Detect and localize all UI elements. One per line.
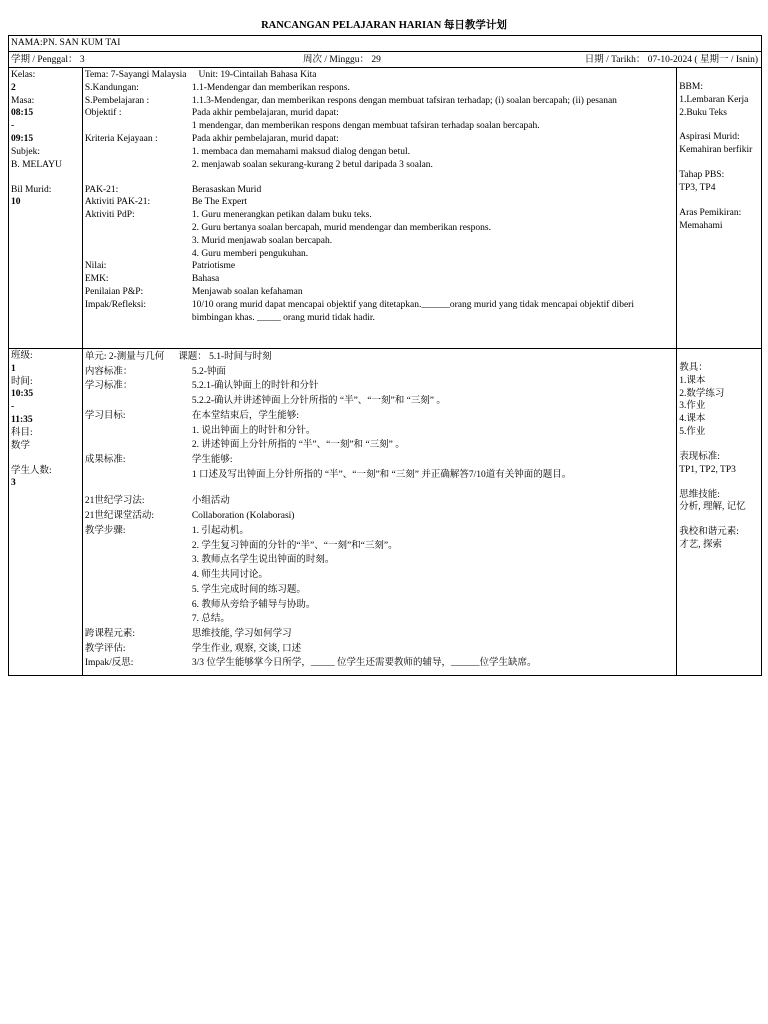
field-label: 跨课程元素: — [84, 628, 135, 639]
field-label: Aktiviti PdP: — [84, 210, 135, 221]
week-label: 周次 / Minggu： 29 — [303, 55, 381, 65]
class-value: 2 — [11, 82, 16, 93]
resource-item: 才艺, 探索 — [679, 539, 722, 550]
time-end: 09:15 — [11, 134, 34, 145]
resource-item: 3.作业 — [679, 401, 706, 412]
field-row — [85, 146, 674, 159]
field-value: 2. menjawab soalan sekurang-kurang 2 betul daripada 3 soalan. — [191, 159, 433, 170]
resource-block — [679, 362, 759, 439]
field-value: 5.2-钟面 — [191, 366, 226, 377]
field-value: 7. 总结。 — [191, 614, 230, 625]
field-value: 1.1.3-Mendengar, dan memberikan respons dengan membuat tafsiran terhadap; (i) soalan bercapah; (ii) pesanan — [191, 95, 617, 106]
field-value: Collaboration (Kolaborasi) — [191, 511, 295, 522]
field-row — [85, 120, 674, 133]
field-value: Patriotisme — [191, 261, 236, 272]
date-label: 日期 / Tarikh： 07-10-2024 ( 星期一 / Isnin) — [584, 55, 758, 65]
field-row — [85, 235, 674, 248]
lesson-details — [83, 349, 677, 675]
header-block — [8, 35, 762, 67]
resource-heading: BBM: — [679, 82, 703, 92]
field-row — [85, 184, 674, 197]
field-row — [85, 196, 674, 209]
field-value: 4. 师生共同讨论。 — [191, 570, 268, 581]
class-info — [9, 349, 83, 675]
field-row — [85, 453, 674, 468]
field-value: 2. 讲述钟面上分针所指的 “半”、“一刻”和 “三刻” 。 — [191, 440, 405, 451]
field-value: 学生能够: — [191, 455, 233, 466]
resource-block — [679, 526, 759, 552]
field-row — [85, 656, 674, 671]
field-label: 21世纪学习法: — [84, 496, 145, 507]
field-label — [85, 468, 192, 483]
time-start: 08:15 — [11, 108, 34, 119]
lesson-plan-table — [8, 35, 762, 676]
resource-item: 5.作业 — [679, 427, 706, 438]
field-row — [85, 394, 674, 409]
field-value: 5.2.2-确认并讲述钟面上分针所指的 “半”、“一刻”和 “三刻” 。 — [191, 396, 446, 407]
field-value: Pada akhir pembelajaran, murid dapat: — [191, 134, 339, 145]
class-label: Kelas: — [11, 70, 36, 80]
resource-item: TP3, TP4 — [679, 182, 716, 193]
field-label — [85, 146, 192, 159]
field-label: Impak/反思: — [84, 658, 134, 669]
field-value: 2. 学生复习钟面的分针的“半”、“一刻”和“三刻”。 — [191, 540, 398, 551]
field-row — [85, 494, 674, 509]
field-value: Pada akhir pembelajaran, murid dapat: — [191, 108, 339, 119]
field-value: 2. Guru bertanya soalan bercapah, murid mendengar dan memberikan respons. — [191, 222, 491, 233]
time-dash: - — [11, 121, 15, 132]
field-row — [85, 524, 674, 539]
student-count-value: 10 — [11, 197, 21, 208]
field-label — [85, 394, 192, 409]
field-value: 3/3 位学生能够掌今日所学，_____ 位学生还需要教师的辅导，______位学生缺席。 — [191, 658, 537, 669]
resource-block — [679, 169, 759, 195]
theme-row — [85, 69, 674, 82]
field-label: 教学评估: — [84, 643, 126, 654]
class-label: 班级: — [11, 351, 33, 361]
resource-heading: 我校和谐元素: — [679, 527, 739, 538]
field-value: 1. 引起动机。 — [191, 525, 249, 536]
field-row — [85, 612, 674, 627]
resource-item: 1.Lembaran Kerja — [679, 94, 749, 105]
field-row — [85, 299, 674, 325]
field-row — [85, 424, 674, 439]
student-count-value: 3 — [11, 478, 16, 489]
field-value: 学生作业, 观察, 交谈, 口述 — [191, 643, 302, 654]
resource-item: 1.课本 — [679, 375, 706, 386]
field-label — [85, 424, 192, 439]
lesson-details — [83, 68, 677, 348]
class-info — [9, 68, 83, 348]
field-label — [85, 222, 192, 235]
field-value: 1. membaca dan memahami maksud dialog dengan betul. — [191, 146, 410, 157]
field-label — [85, 568, 192, 583]
class-value: 1 — [11, 363, 16, 374]
field-row — [85, 583, 674, 598]
field-label: 学习目标: — [84, 410, 126, 421]
resources-column — [677, 349, 761, 675]
field-label: Nilai: — [84, 261, 107, 272]
field-value: 思维技能, 学习如何学习 — [191, 628, 292, 639]
field-row — [85, 159, 674, 172]
field-row — [85, 260, 674, 273]
field-label — [85, 612, 192, 627]
unit-text: Unit: 19-Cintailah Bahasa Kita — [198, 70, 317, 80]
teacher-name: NAMA:PN. SAN KUM TAI — [11, 38, 121, 48]
student-count-label: Bil Murid: — [11, 184, 52, 195]
field-label: Impak/Refleksi: — [84, 299, 147, 310]
resource-block — [679, 451, 759, 477]
field-label — [85, 553, 192, 568]
lesson-section-bm — [8, 67, 762, 349]
field-value: 3. 教师点名学生说出钟面的时刻。 — [191, 555, 335, 566]
field-label — [85, 598, 192, 613]
field-value: 5.2.1-确认钟面上的时针和分针 — [191, 381, 319, 392]
resource-heading: Tahap PBS: — [679, 170, 725, 181]
field-row — [85, 539, 674, 554]
time-label: 时间: — [11, 376, 33, 387]
time-end: 11:35 — [11, 415, 33, 426]
field-row — [85, 133, 674, 146]
time-label: Masa: — [11, 95, 35, 106]
resource-item: Memahami — [679, 220, 723, 231]
field-row — [85, 82, 674, 95]
unit-row — [85, 350, 674, 365]
field-label: 成果标准: — [84, 455, 126, 466]
field-label — [85, 248, 192, 261]
field-value: 在本堂结束后，学生能够: — [191, 410, 299, 421]
subject-label: Subjek: — [11, 146, 41, 157]
field-value: Bahasa — [191, 274, 220, 285]
student-count-label: 学生人数: — [11, 465, 52, 476]
field-value: 1. Guru menerangkan petikan dalam buku teks. — [191, 210, 372, 221]
resource-block — [679, 81, 759, 119]
field-label — [85, 438, 192, 453]
resources-column — [677, 68, 761, 348]
field-label: 21世纪课堂活动: — [84, 511, 154, 522]
field-row — [85, 95, 674, 108]
resource-block — [679, 207, 759, 233]
field-row — [85, 379, 674, 394]
topic-text: 课题： 5.1-时间与时刻 — [178, 352, 272, 362]
field-label: 内容标准： — [84, 366, 133, 377]
resource-heading: 表现标准: — [679, 451, 720, 462]
resource-heading: Aras Pemikiran: — [679, 207, 742, 218]
unit-text: 单元: 2-测量与几何 — [84, 352, 165, 362]
resource-item: 2.数学练习 — [679, 388, 725, 399]
field-label — [85, 235, 192, 248]
field-label — [85, 159, 192, 172]
subject-value: B. MELAYU — [11, 159, 62, 170]
resource-block — [679, 131, 759, 157]
field-row — [85, 553, 674, 568]
field-value: 3. Murid menjawab soalan bercapah. — [191, 235, 333, 246]
resource-item: 分析, 理解, 记忆 — [679, 502, 746, 513]
field-row — [85, 365, 674, 380]
field-value: 4. Guru memberi pengukuhan. — [191, 248, 309, 259]
subject-value: 数学 — [11, 440, 31, 451]
field-row — [85, 627, 674, 642]
field-label: Penilaian P&P: — [84, 287, 144, 297]
field-row — [85, 642, 674, 657]
resource-heading: 教具： — [679, 363, 708, 373]
field-label: EMK: — [84, 274, 109, 285]
field-row — [85, 286, 674, 299]
resource-heading: Aspirasi Murid: — [679, 132, 740, 143]
resource-item: Kemahiran berfikir — [679, 145, 753, 156]
field-row — [85, 598, 674, 613]
resource-heading: 思维技能: — [679, 489, 720, 500]
resource-item: 2.Buku Teks — [679, 107, 727, 118]
field-value: 1 mendengar, dan memberikan respons dengan membuat tafsiran terhadap soalan bercapah. — [191, 121, 540, 132]
lesson-section-math — [8, 349, 762, 676]
field-label: 学习标准： — [84, 381, 133, 392]
field-row — [85, 209, 674, 222]
field-row — [85, 438, 674, 453]
field-value: 1. 说出钟面上的时针和分针。 — [191, 425, 316, 436]
field-value: Menjawab soalan kefahaman — [191, 287, 303, 297]
resource-block — [679, 489, 759, 515]
field-label: Kriteria Kejayaan : — [84, 134, 158, 145]
field-value: 10/10 orang murid dapat mencapai objektif yang ditetapkan.______orang murid yang tidak mencapai objektif diberi bimbingan khas. _____ orang murid tidak hadir. — [191, 299, 634, 323]
field-value: 1 口述及写出钟面上分针所指的 “半”、“一刻”和 “三刻” 并正确解答7/10道有关钟面的题目。 — [191, 469, 572, 480]
field-label: S.Pembelajaran : — [84, 95, 150, 106]
field-row — [85, 107, 674, 120]
page-title: RANCANGAN PELAJARAN HARIAN 每日教学计划 — [261, 20, 507, 31]
field-row — [85, 409, 674, 424]
field-value: Berasaskan Murid — [191, 184, 262, 195]
field-label: S.Kandungan: — [84, 82, 139, 93]
field-row — [85, 222, 674, 235]
field-value: 6. 教师从旁给予辅导与协助。 — [191, 599, 316, 610]
field-label: Objektif : — [84, 108, 122, 119]
field-label: 教学步骤: — [84, 525, 126, 536]
time-start: 10:35 — [11, 389, 34, 400]
field-label — [85, 583, 192, 598]
field-value: 1.1-Mendengar dan memberikan respons. — [191, 82, 350, 93]
field-value: 小组活动 — [191, 496, 230, 507]
field-row — [85, 248, 674, 261]
field-label — [85, 539, 192, 554]
field-row — [85, 468, 674, 483]
field-row — [85, 273, 674, 286]
field-label — [85, 120, 192, 133]
resource-item: 4.课本 — [679, 414, 706, 425]
field-row — [85, 509, 674, 524]
theme-text: Tema: 7-Sayangi Malaysia — [84, 70, 187, 80]
term-label: 学期 / Penggal： 3 — [11, 55, 85, 65]
field-row — [85, 568, 674, 583]
time-dash: - — [11, 402, 15, 413]
field-label: PAK-21: — [84, 184, 119, 195]
field-label: Aktiviti PAK-21: — [84, 197, 151, 208]
resource-item: TP1, TP2, TP3 — [679, 464, 736, 475]
field-value: 5. 学生完成时间的练习题。 — [191, 584, 306, 595]
subject-label: 科目: — [11, 427, 33, 438]
field-value: Be The Expert — [191, 197, 248, 208]
header-meta-row — [9, 51, 761, 67]
